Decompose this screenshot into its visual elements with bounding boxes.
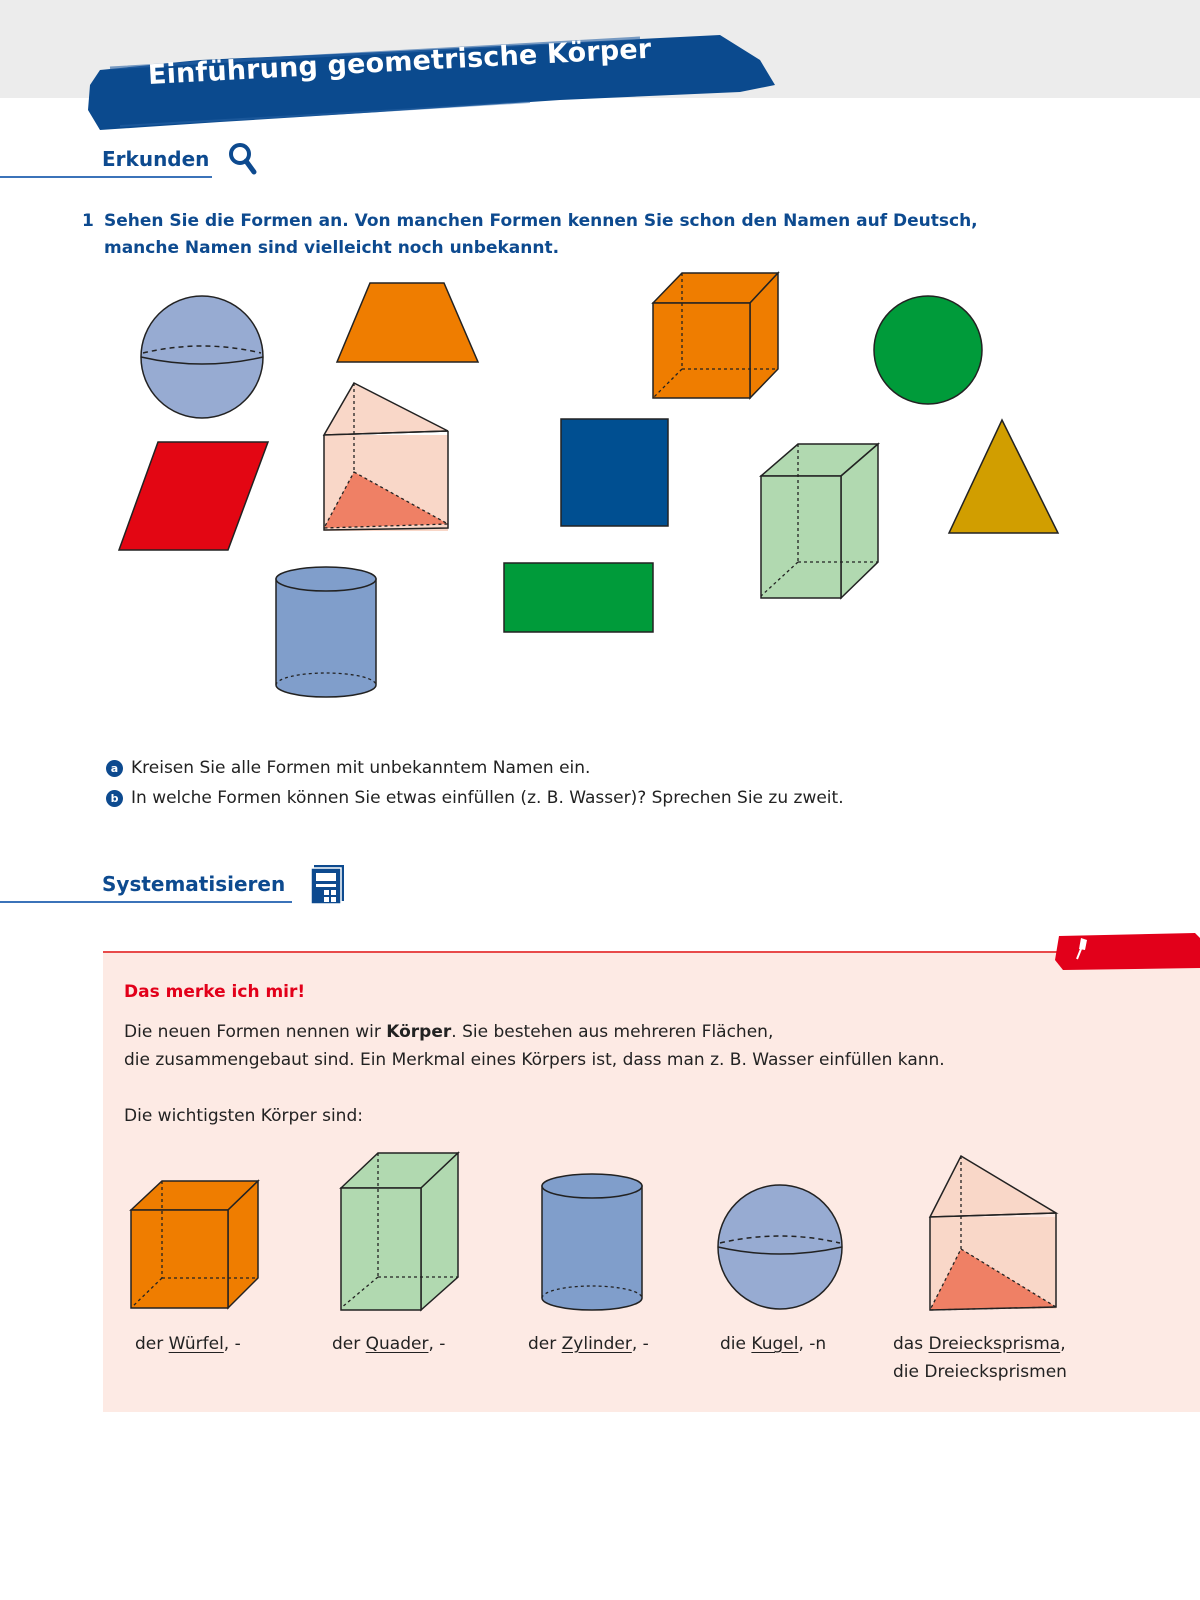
body-cylinder: [540, 1172, 644, 1312]
section-heading-explore: Erkunden: [102, 147, 210, 171]
magnifier-icon: [228, 142, 258, 176]
body-name: Kugel: [751, 1334, 799, 1354]
body-sphere: [716, 1183, 846, 1313]
plural-suffix: , -: [428, 1334, 446, 1354]
subtask-a-text: Kreisen Sie alle Formen mit unbekanntem Namen ein.: [131, 758, 591, 778]
merk-tab: [1055, 930, 1200, 972]
body-cube: [130, 1180, 262, 1312]
article: das: [893, 1334, 929, 1354]
page-title: Einführung geometrische Körper: [147, 33, 653, 91]
shape-trapezoid: [336, 282, 481, 364]
calculator-icon: [310, 864, 346, 904]
merk-title: Das merke ich mir!: [124, 982, 306, 1002]
subtask-a: [106, 758, 590, 778]
shape-circle: [872, 295, 984, 407]
task-number: 1: [82, 211, 94, 231]
plural-suffix: , -: [223, 1334, 241, 1354]
shape-rectangle: [503, 562, 655, 634]
section-underline-explore: [0, 176, 212, 178]
body-name: Quader: [365, 1334, 429, 1354]
merk-line-1-pre: Die neuen Formen nennen wir: [124, 1022, 387, 1042]
merk-line-1-post: . Sie bestehen aus mehreren Flächen,: [451, 1022, 774, 1042]
plural-form: die Dreiecksprismen: [893, 1362, 1067, 1382]
plural-suffix: ,: [1060, 1334, 1066, 1354]
body-label-wuerfel: [135, 1330, 241, 1358]
section-heading-systematize: Systematisieren: [102, 872, 286, 896]
body-triangular-prism: [928, 1155, 1060, 1313]
body-name: Dreiecksprisma: [928, 1334, 1061, 1354]
article: der: [528, 1334, 562, 1354]
subtask-badge-b: b: [106, 790, 123, 807]
merk-line-2: die zusammengebaut sind. Ein Merkmal eines Körpers ist, dass man z. B. Wasser einfüllen kann.: [124, 1050, 945, 1070]
shape-sphere: [140, 295, 266, 421]
subtask-b: [106, 788, 844, 808]
body-label-quader: [332, 1330, 445, 1358]
shape-triangular-prism: [322, 382, 454, 534]
plural-suffix: , -n: [798, 1334, 827, 1354]
shape-triangle: [948, 418, 1060, 536]
subtask-badge-a: a: [106, 760, 123, 777]
task-text: Sehen Sie die Formen an. Von manchen Formen kennen Sie schon den Namen auf Deutsch, manche Namen sind vielleicht noch unbekannt.: [104, 211, 978, 258]
article: der: [332, 1334, 366, 1354]
merk-line-1: [124, 1018, 773, 1046]
body-cuboid: [340, 1152, 462, 1314]
article: der: [135, 1334, 169, 1354]
shape-parallelogram: [118, 441, 270, 553]
merk-keyword: Körper: [386, 1022, 452, 1042]
shape-square: [560, 418, 670, 528]
merk-intro: Die wichtigsten Körper sind:: [124, 1106, 363, 1126]
shape-cube: [652, 270, 780, 400]
body-name: Würfel: [168, 1334, 224, 1354]
subtask-b-text: In welche Formen können Sie etwas einfüllen (z. B. Wasser)? Sprechen Sie zu zweit.: [131, 788, 844, 808]
merk-top-line: [103, 951, 1073, 953]
article: die: [720, 1334, 752, 1354]
plural-suffix: , -: [631, 1334, 649, 1354]
shape-cuboid: [760, 443, 882, 601]
body-label-zylinder: [528, 1330, 649, 1358]
body-name: Zylinder: [561, 1334, 632, 1354]
shape-cylinder: [274, 565, 378, 699]
body-label-kugel: [720, 1330, 826, 1358]
body-label-dreiecksprisma: [893, 1330, 1067, 1386]
section-underline-systematize: [0, 901, 292, 903]
